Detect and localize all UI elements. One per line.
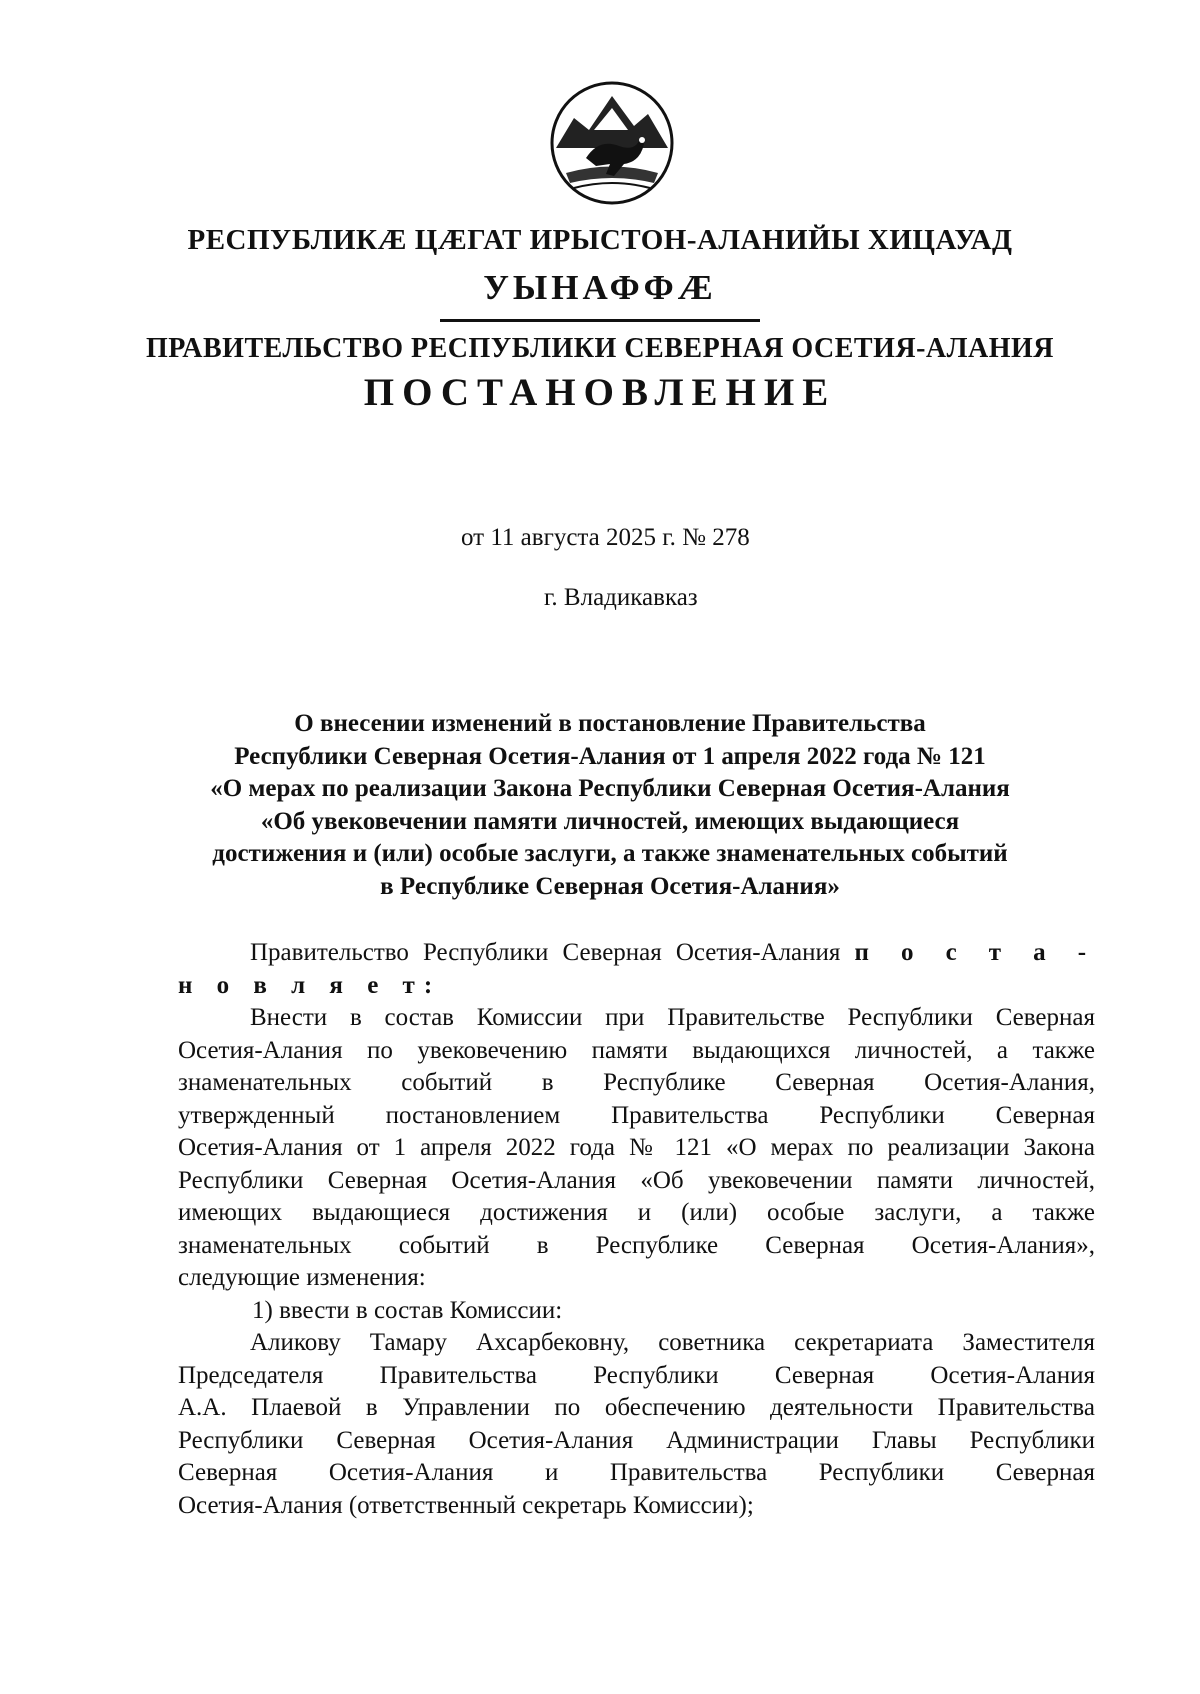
russian-document-type: ПОСТАНОВЛЕНИЕ: [363, 371, 837, 414]
title-line: «Об увековечении памяти личностей, имеющих выдающиеся: [260, 807, 960, 835]
title-line: Республики Северная Осетия-Алания от 1 апреля 2022 года № 121: [234, 742, 986, 770]
header-underline: [440, 319, 760, 322]
intro-resolves-continued: н о в л я е т:: [178, 971, 442, 999]
title-line: «О мерах по реализации Закона Республики Северная Осетия-Алания: [210, 775, 1010, 802]
coat-of-arms-emblem: [544, 78, 680, 208]
ossetian-document-type: УЫНАФФӔ: [483, 268, 717, 307]
document-title: [130, 708, 1090, 903]
intro-resolves: п о с т а -: [854, 939, 1096, 966]
paragraph-line: Внести в состав Комиссии при Правительстве Республики Северная: [250, 1004, 1095, 1031]
paragraph-line: имеющих выдающиеся достижения и (или) особые заслуги, а также: [178, 1199, 1095, 1226]
paragraph-line: утвержденный постановлением Правительства Республики Северная: [178, 1101, 1095, 1129]
paragraph-line: знаменательных событий в Республике Северная Осетия-Алания»,: [178, 1231, 1095, 1259]
paragraph-line: Осетия-Алания (ответственный секретарь Комиссии);: [178, 1491, 754, 1519]
document-body: [178, 937, 1095, 1522]
ossetian-government-title: РЕСПУБЛИКӔ ЦӔГАТ ИРЫСТОН-АЛАНИЙЫ ХИЦАУАД: [187, 224, 1013, 256]
document-city: г. Владикавказ: [544, 584, 698, 611]
russian-government-title: ПРАВИТЕЛЬСТВО РЕСПУБЛИКИ СЕВЕРНАЯ ОСЕТИЯ-АЛАНИЯ: [145, 333, 1055, 364]
title-line: достижения и (или) особые заслуги, а также знаменательных событий: [212, 840, 1008, 867]
paragraph-line: А.А. Плаевой в Управлении по обеспечению деятельности Правительства: [178, 1394, 1095, 1421]
document-date-number: от 11 августа 2025 г. № 278: [461, 524, 750, 551]
paragraph-line: следующие изменения:: [178, 1264, 426, 1291]
paragraph-line: Осетия-Алания от 1 апреля 2022 года № 121 «О мерах по реализации Закона: [178, 1134, 1095, 1161]
paragraph-line: Республики Северная Осетия-Алания Администрации Главы Республики: [178, 1426, 1095, 1454]
paragraph-line: Аликову Тамару Ахсарбековну, советника секретариата Заместителя: [250, 1329, 1095, 1356]
title-line: в Республике Северная Осетия-Алания»: [380, 872, 840, 900]
intro-text: Правительство Республики Северная Осетия-Алания: [250, 939, 841, 966]
title-line: О внесении изменений в постановление Правительства: [294, 710, 926, 737]
paragraph-line: Председателя Правительства Республики Северная Осетия-Алания: [178, 1361, 1095, 1389]
paragraph-line: Республики Северная Осетия-Алания «Об увековечении памяти личностей,: [178, 1166, 1095, 1194]
paragraph-line: Северная Осетия-Алания и Правительства Республики Северная: [178, 1459, 1095, 1486]
list-item: 1) ввести в состав Комиссии:: [252, 1296, 563, 1324]
paragraph-line: Осетия-Алания по увековечению памяти выдающихся личностей, а также: [178, 1036, 1095, 1064]
paragraph-line: знаменательных событий в Республике Северная Осетия-Алания,: [178, 1069, 1095, 1096]
intro-line: [178, 937, 1095, 970]
